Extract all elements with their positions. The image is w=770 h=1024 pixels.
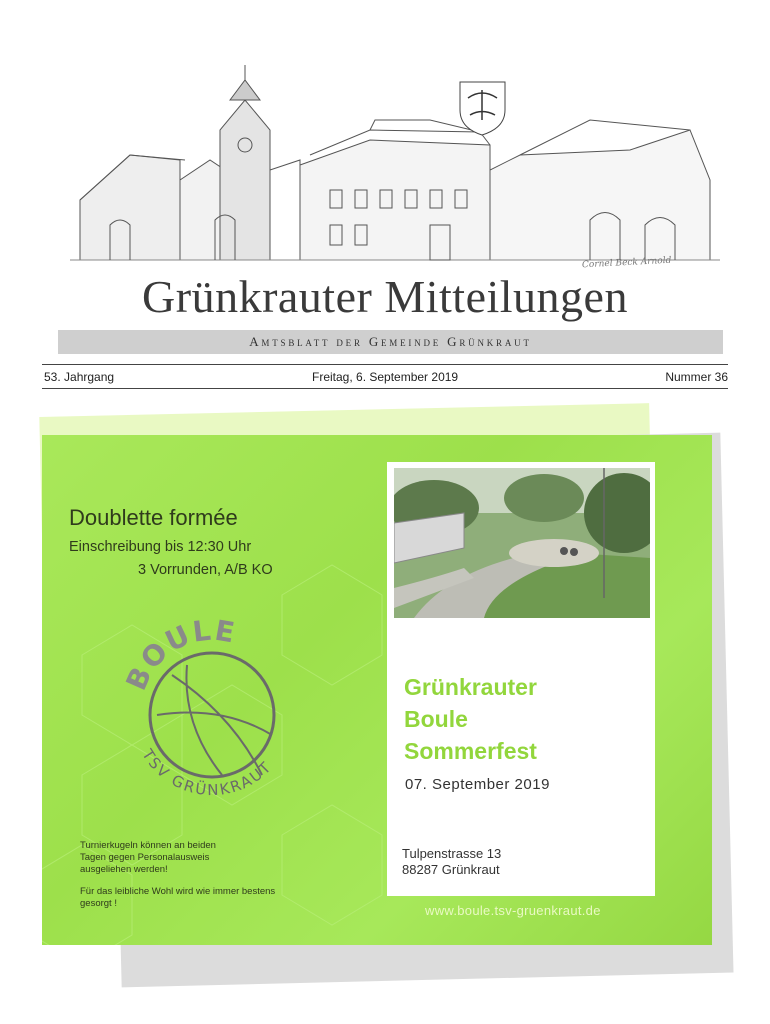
rental-note-line: Turnierkugeln können an beiden <box>80 840 216 851</box>
masthead-subtitle: Amtsblatt der Gemeinde Grünkraut <box>249 334 532 349</box>
catering-note-line: Für das leibliche Wohl wird wie immer bestens <box>80 886 276 897</box>
event-title-line: Grünkrauter <box>404 674 537 700</box>
boule-court-photo <box>394 468 650 618</box>
event-date: 07. September 2019 <box>405 776 550 793</box>
rental-note-line: Tagen gegen Personalausweis <box>80 852 210 863</box>
header-rule-bottom <box>42 388 728 389</box>
village-sketch <box>70 60 720 275</box>
masthead-subtitle-bar <box>58 330 723 354</box>
coat-of-arms-icon <box>460 82 505 135</box>
tournament-rounds: 3 Vorrunden, A/B KO <box>138 562 273 578</box>
masthead-title: Grünkrauter Mitteilungen <box>142 271 628 322</box>
catering-note-line: gesorgt ! <box>80 898 117 909</box>
event-title-line: Boule <box>404 706 468 732</box>
venue-street: Tulpenstrasse 13 <box>402 846 502 861</box>
club-website: www.boule.tsv-gruenkraut.de <box>425 903 601 918</box>
issue-date: Freitag, 6. September 2019 <box>312 370 459 384</box>
venue-city: 88287 Grünkraut <box>402 862 500 877</box>
registration-time: Einschreibung bis 12:30 Uhr <box>69 539 252 555</box>
logo-top-text: BOULE <box>119 613 239 696</box>
volume-label: 53. Jahrgang <box>44 370 115 384</box>
artist-signature: Cornel Beck Arnold <box>581 255 672 271</box>
issue-number: Nummer 36 <box>665 370 728 384</box>
catering-note <box>80 886 350 910</box>
logo-bottom-text: TSV GRÜNKRAUT <box>138 746 276 800</box>
event-title-line: Sommerfest <box>404 738 537 764</box>
header-rule-top <box>42 364 728 365</box>
rental-note-line: ausgeliehen werden! <box>80 864 168 875</box>
boule-logo <box>112 605 312 805</box>
rental-note <box>80 840 350 876</box>
tournament-heading: Doublette formée <box>69 505 238 530</box>
